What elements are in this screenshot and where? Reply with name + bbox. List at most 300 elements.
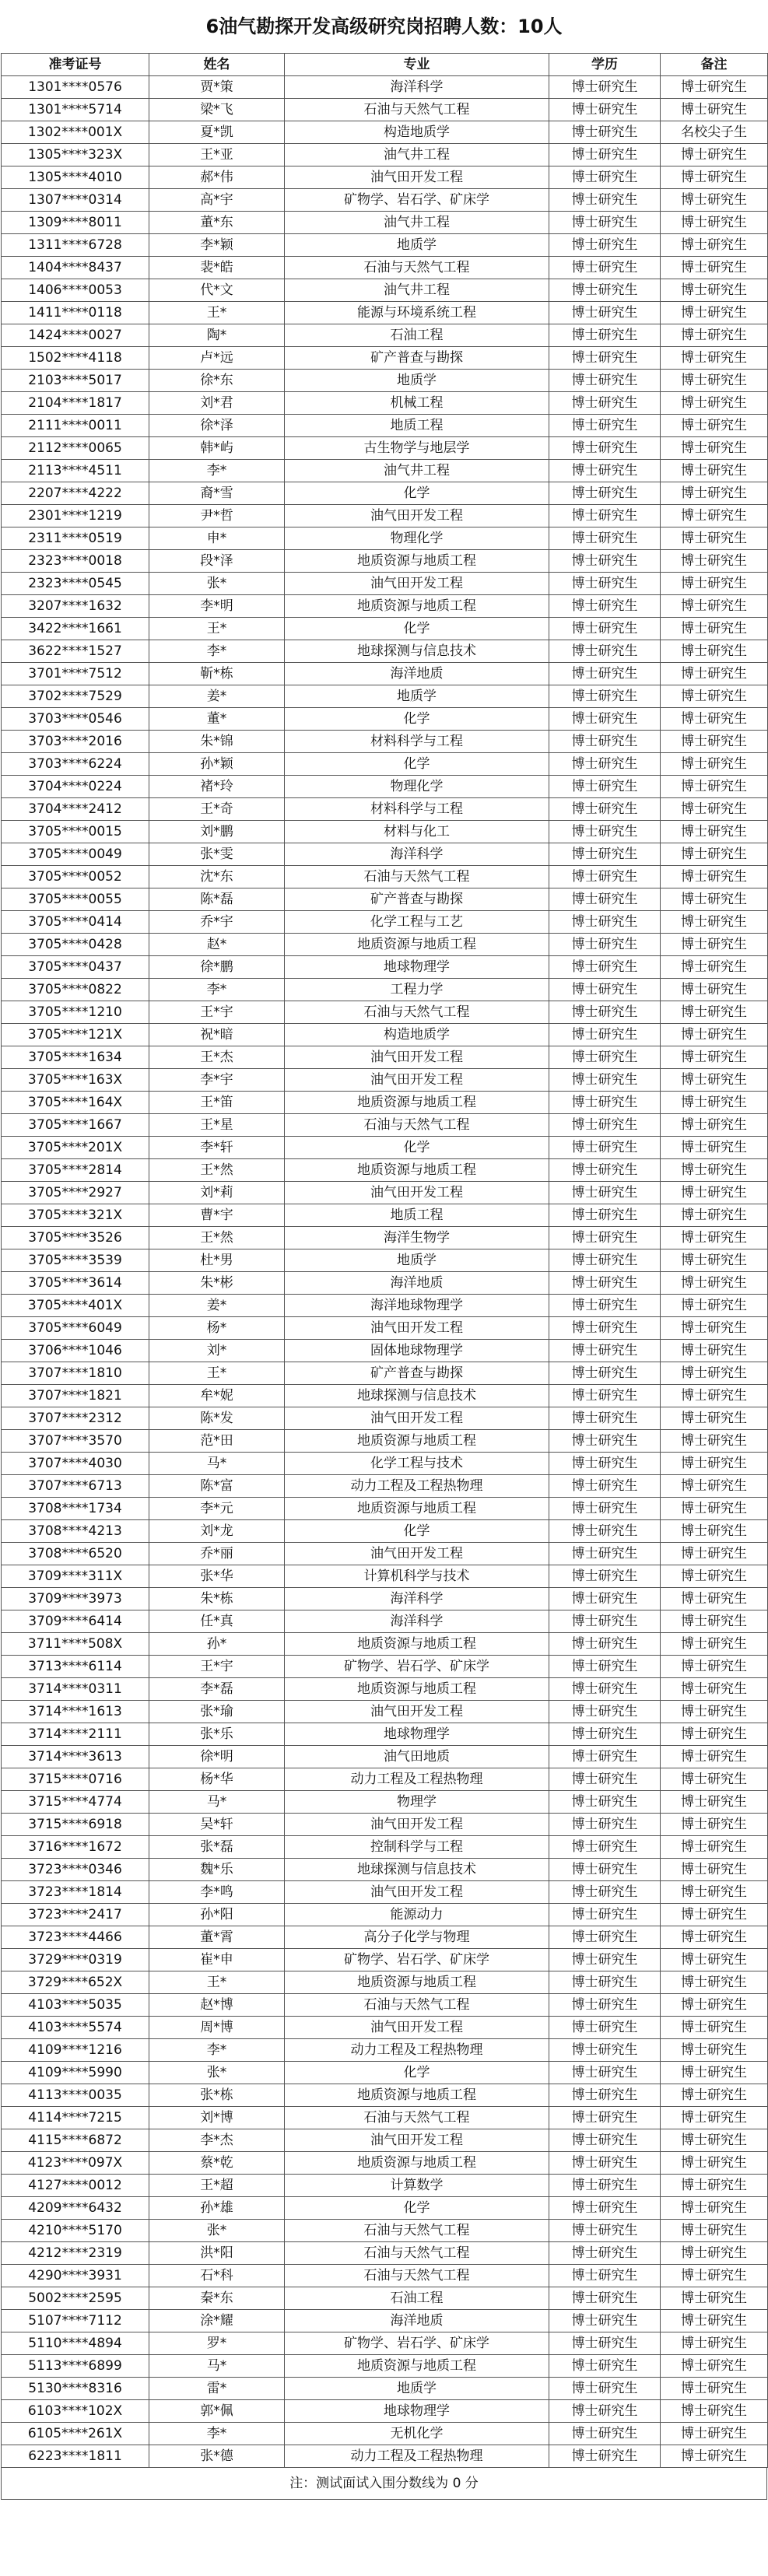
degree-cell: 博士研究生	[549, 776, 661, 798]
exam-number-cell: 5002****2595	[2, 2287, 149, 2310]
remark-cell: 博士研究生	[661, 866, 768, 888]
degree-cell: 博士研究生	[549, 911, 661, 934]
remark-cell: 博士研究生	[661, 1926, 768, 1949]
major-cell: 油气田地质	[285, 1746, 549, 1768]
remark-cell: 博士研究生	[661, 370, 768, 392]
exam-number-cell: 3705****6049	[2, 1317, 149, 1340]
major-cell: 矿物学、岩石学、矿床学	[285, 1656, 549, 1678]
name-cell: 吴*轩	[149, 1814, 285, 1836]
table-row	[2, 1543, 768, 1565]
name-cell: 魏*乐	[149, 1859, 285, 1881]
degree-cell: 博士研究生	[549, 302, 661, 324]
remark-cell: 博士研究生	[661, 1204, 768, 1227]
name-cell: 申*	[149, 527, 285, 550]
name-cell: 杨*华	[149, 1768, 285, 1791]
name-cell: 雷*	[149, 2378, 285, 2400]
exam-number-cell: 3714****3613	[2, 1746, 149, 1768]
exam-number-cell: 3702****7529	[2, 685, 149, 708]
exam-number-cell: 3707****2312	[2, 1407, 149, 1430]
degree-cell: 博士研究生	[549, 2084, 661, 2107]
major-cell: 地质资源与地质工程	[285, 595, 549, 618]
name-cell: 陈*发	[149, 1407, 285, 1430]
exam-number-cell: 3707****1810	[2, 1362, 149, 1385]
remark-cell: 博士研究生	[661, 1543, 768, 1565]
exam-number-cell: 3723****2417	[2, 1904, 149, 1926]
major-cell: 地质资源与地质工程	[285, 1678, 549, 1701]
degree-cell: 博士研究生	[549, 821, 661, 843]
remark-cell: 博士研究生	[661, 1340, 768, 1362]
exam-number-cell: 3705****164X	[2, 1092, 149, 1114]
table-row	[2, 1859, 768, 1881]
name-cell: 代*文	[149, 279, 285, 302]
degree-cell: 博士研究生	[549, 505, 661, 527]
degree-cell: 博士研究生	[549, 1723, 661, 1746]
degree-cell: 博士研究生	[549, 1949, 661, 1971]
exam-number-cell: 3708****6520	[2, 1543, 149, 1565]
remark-cell: 博士研究生	[661, 2084, 768, 2107]
exam-number-cell: 3723****1814	[2, 1881, 149, 1904]
table-row	[2, 1588, 768, 1610]
major-cell: 材料科学与工程	[285, 798, 549, 821]
major-cell: 动力工程及工程热物理	[285, 1768, 549, 1791]
remark-cell: 博士研究生	[661, 618, 768, 640]
degree-cell: 博士研究生	[549, 76, 661, 99]
table-row	[2, 1340, 768, 1362]
remark-cell: 博士研究生	[661, 212, 768, 234]
table-row	[2, 1249, 768, 1272]
remark-cell: 博士研究生	[661, 1768, 768, 1791]
major-cell: 石油与天然气工程	[285, 1001, 549, 1024]
remark-cell: 博士研究生	[661, 2107, 768, 2129]
major-cell: 动力工程及工程热物理	[285, 2039, 549, 2062]
major-cell: 矿物学、岩石学、矿床学	[285, 189, 549, 212]
remark-cell: 博士研究生	[661, 2423, 768, 2445]
major-cell: 油气井工程	[285, 279, 549, 302]
degree-cell: 博士研究生	[549, 573, 661, 595]
column-header-exam-number: 准考证号	[2, 54, 149, 76]
exam-number-cell: 3707****6713	[2, 1475, 149, 1498]
table-row	[2, 2242, 768, 2265]
major-cell: 矿物学、岩石学、矿床学	[285, 1949, 549, 1971]
table-row	[2, 1881, 768, 1904]
exam-number-cell: 1305****4010	[2, 166, 149, 189]
remark-cell: 博士研究生	[661, 1565, 768, 1588]
major-cell: 地质学	[285, 370, 549, 392]
remark-cell: 博士研究生	[661, 573, 768, 595]
exam-number-cell: 2301****1219	[2, 505, 149, 527]
table-row	[2, 1001, 768, 1024]
table-row	[2, 2175, 768, 2197]
major-cell: 机械工程	[285, 392, 549, 415]
exam-number-cell: 3701****7512	[2, 663, 149, 685]
major-cell: 油气田开发工程	[285, 1881, 549, 1904]
exam-number-cell: 1424****0027	[2, 324, 149, 347]
major-cell: 地质资源与地质工程	[285, 2084, 549, 2107]
table-row	[2, 1362, 768, 1385]
exam-number-cell: 3703****2016	[2, 731, 149, 753]
table-row	[2, 798, 768, 821]
major-cell: 油气田开发工程	[285, 1701, 549, 1723]
major-cell: 化学	[285, 753, 549, 776]
degree-cell: 博士研究生	[549, 1768, 661, 1791]
remark-cell: 博士研究生	[661, 685, 768, 708]
table-row	[2, 731, 768, 753]
major-cell: 高分子化学与物理	[285, 1926, 549, 1949]
remark-cell: 博士研究生	[661, 1159, 768, 1182]
major-cell: 地质学	[285, 1249, 549, 1272]
table-row	[2, 550, 768, 573]
major-cell: 油气田开发工程	[285, 505, 549, 527]
name-cell: 李*元	[149, 1498, 285, 1520]
degree-cell: 博士研究生	[549, 2197, 661, 2220]
remark-cell: 博士研究生	[661, 1001, 768, 1024]
name-cell: 王*	[149, 1362, 285, 1385]
table-row	[2, 2017, 768, 2039]
major-cell: 地质资源与地质工程	[285, 1498, 549, 1520]
degree-cell: 博士研究生	[549, 753, 661, 776]
major-cell: 石油与天然气工程	[285, 1114, 549, 1137]
name-cell: 刘*	[149, 1340, 285, 1362]
table-row	[2, 1475, 768, 1498]
table-row	[2, 1610, 768, 1633]
degree-cell: 博士研究生	[549, 595, 661, 618]
name-cell: 马*	[149, 2355, 285, 2378]
exam-number-cell: 2323****0545	[2, 573, 149, 595]
table-row	[2, 1836, 768, 1859]
table-row	[2, 370, 768, 392]
degree-cell: 博士研究生	[549, 99, 661, 121]
exam-number-cell: 3707****4030	[2, 1453, 149, 1475]
remark-cell: 博士研究生	[661, 888, 768, 911]
exam-number-cell: 3705****0414	[2, 911, 149, 934]
remark-cell: 博士研究生	[661, 1317, 768, 1340]
major-cell: 石油与天然气工程	[285, 2242, 549, 2265]
major-cell: 地质资源与地质工程	[285, 1092, 549, 1114]
degree-cell: 博士研究生	[549, 640, 661, 663]
table-row	[2, 2332, 768, 2355]
table-row	[2, 460, 768, 482]
name-cell: 董*霄	[149, 1926, 285, 1949]
name-cell: 王*超	[149, 2175, 285, 2197]
major-cell: 能源与环境系统工程	[285, 302, 549, 324]
major-cell: 化学	[285, 618, 549, 640]
exam-number-cell: 4210****5170	[2, 2220, 149, 2242]
exam-number-cell: 2311****0519	[2, 527, 149, 550]
degree-cell: 博士研究生	[549, 1362, 661, 1385]
column-header-major: 专业	[285, 54, 549, 76]
remark-cell: 博士研究生	[661, 1092, 768, 1114]
remark-cell: 博士研究生	[661, 2310, 768, 2332]
exam-number-cell: 4212****2319	[2, 2242, 149, 2265]
remark-cell: 博士研究生	[661, 2355, 768, 2378]
name-cell: 李*	[149, 979, 285, 1001]
table-row	[2, 1046, 768, 1069]
table-row	[2, 99, 768, 121]
column-header-name: 姓名	[149, 54, 285, 76]
exam-number-cell: 3705****3539	[2, 1249, 149, 1272]
exam-number-cell: 3705****0428	[2, 934, 149, 956]
table-row	[2, 1137, 768, 1159]
degree-cell: 博士研究生	[549, 685, 661, 708]
name-cell: 张*雯	[149, 843, 285, 866]
degree-cell: 博士研究生	[549, 1498, 661, 1520]
degree-cell: 博士研究生	[549, 1926, 661, 1949]
major-cell: 构造地质学	[285, 121, 549, 144]
remark-cell: 博士研究生	[661, 550, 768, 573]
name-cell: 李*	[149, 460, 285, 482]
table-row	[2, 708, 768, 731]
exam-number-cell: 3709****6414	[2, 1610, 149, 1633]
exam-number-cell: 3705****1210	[2, 1001, 149, 1024]
remark-cell: 博士研究生	[661, 2152, 768, 2175]
remark-cell: 博士研究生	[661, 99, 768, 121]
name-cell: 马*	[149, 1791, 285, 1814]
remark-cell: 博士研究生	[661, 392, 768, 415]
remark-cell: 博士研究生	[661, 1385, 768, 1407]
degree-cell: 博士研究生	[549, 2355, 661, 2378]
table-row	[2, 821, 768, 843]
name-cell: 王*亚	[149, 144, 285, 166]
name-cell: 王*然	[149, 1159, 285, 1182]
remark-cell: 博士研究生	[661, 1701, 768, 1723]
table-row	[2, 144, 768, 166]
major-cell: 动力工程及工程热物理	[285, 1475, 549, 1498]
major-cell: 控制科学与工程	[285, 1836, 549, 1859]
degree-cell: 博士研究生	[549, 1453, 661, 1475]
degree-cell: 博士研究生	[549, 2152, 661, 2175]
name-cell: 夏*凯	[149, 121, 285, 144]
remark-cell: 博士研究生	[661, 1046, 768, 1069]
degree-cell: 博士研究生	[549, 1069, 661, 1092]
degree-cell: 博士研究生	[549, 415, 661, 437]
name-cell: 王*星	[149, 1114, 285, 1137]
remark-cell: 博士研究生	[661, 731, 768, 753]
exam-number-cell: 1302****001X	[2, 121, 149, 144]
major-cell: 油气田开发工程	[285, 1407, 549, 1430]
name-cell: 段*泽	[149, 550, 285, 573]
remark-cell: 博士研究生	[661, 2175, 768, 2197]
table-row	[2, 1182, 768, 1204]
degree-cell: 博士研究生	[549, 370, 661, 392]
footnote: 注：测试面试入围分数线为 0 分	[1, 2468, 767, 2500]
major-cell: 地球探测与信息技术	[285, 640, 549, 663]
table-row	[2, 347, 768, 370]
table-row	[2, 2039, 768, 2062]
exam-number-cell: 2323****0018	[2, 550, 149, 573]
major-cell: 地质学	[285, 685, 549, 708]
exam-number-cell: 3709****3973	[2, 1588, 149, 1610]
table-row	[2, 279, 768, 302]
major-cell: 地质学	[285, 234, 549, 257]
remark-cell: 博士研究生	[661, 753, 768, 776]
exam-number-cell: 3704****2412	[2, 798, 149, 821]
remark-cell: 博士研究生	[661, 1994, 768, 2017]
exam-number-cell: 3705****0052	[2, 866, 149, 888]
remark-cell: 博士研究生	[661, 1746, 768, 1768]
table-row	[2, 1159, 768, 1182]
table-row	[2, 1317, 768, 1340]
remark-cell: 博士研究生	[661, 2400, 768, 2423]
table-row	[2, 843, 768, 866]
major-cell: 化学工程与技术	[285, 1453, 549, 1475]
major-cell: 石油工程	[285, 2287, 549, 2310]
major-cell: 地质资源与地质工程	[285, 934, 549, 956]
exam-number-cell: 2104****1817	[2, 392, 149, 415]
major-cell: 动力工程及工程热物理	[285, 2445, 549, 2468]
degree-cell: 博士研究生	[549, 1249, 661, 1272]
major-cell: 石油与天然气工程	[285, 1994, 549, 2017]
remark-cell: 博士研究生	[661, 2265, 768, 2287]
exam-number-cell: 4109****5990	[2, 2062, 149, 2084]
remark-cell: 博士研究生	[661, 1588, 768, 1610]
name-cell: 郭*佩	[149, 2400, 285, 2423]
table-row	[2, 573, 768, 595]
remark-cell: 博士研究生	[661, 1723, 768, 1746]
name-cell: 张*瑜	[149, 1701, 285, 1723]
table-row	[2, 2423, 768, 2445]
exam-number-cell: 3705****321X	[2, 1204, 149, 1227]
exam-number-cell: 3705****121X	[2, 1024, 149, 1046]
degree-cell: 博士研究生	[549, 2107, 661, 2129]
degree-cell: 博士研究生	[549, 2310, 661, 2332]
remark-cell: 博士研究生	[661, 776, 768, 798]
table-row	[2, 1272, 768, 1295]
degree-cell: 博士研究生	[549, 234, 661, 257]
remark-cell: 博士研究生	[661, 1114, 768, 1137]
major-cell: 石油工程	[285, 324, 549, 347]
exam-number-cell: 3711****508X	[2, 1633, 149, 1656]
table-row	[2, 166, 768, 189]
major-cell: 石油与天然气工程	[285, 2220, 549, 2242]
degree-cell: 博士研究生	[549, 2220, 661, 2242]
degree-cell: 博士研究生	[549, 482, 661, 505]
exam-number-cell: 3713****6114	[2, 1656, 149, 1678]
exam-number-cell: 6105****261X	[2, 2423, 149, 2445]
table-row	[2, 1723, 768, 1746]
remark-cell: 博士研究生	[661, 2039, 768, 2062]
exam-number-cell: 1301****0576	[2, 76, 149, 99]
remark-cell: 博士研究生	[661, 324, 768, 347]
degree-cell: 博士研究生	[549, 888, 661, 911]
table-row	[2, 753, 768, 776]
exam-number-cell: 3622****1527	[2, 640, 149, 663]
major-cell: 地球物理学	[285, 956, 549, 979]
remark-cell: 博士研究生	[661, 1656, 768, 1678]
exam-number-cell: 4114****7215	[2, 2107, 149, 2129]
degree-cell: 博士研究生	[549, 527, 661, 550]
degree-cell: 博士研究生	[549, 843, 661, 866]
table-row	[2, 640, 768, 663]
major-cell: 油气井工程	[285, 212, 549, 234]
major-cell: 化学	[285, 2062, 549, 2084]
remark-cell: 博士研究生	[661, 911, 768, 934]
exam-number-cell: 3703****6224	[2, 753, 149, 776]
degree-cell: 博士研究生	[549, 437, 661, 460]
name-cell: 张*德	[149, 2445, 285, 2468]
column-header-remark: 备注	[661, 54, 768, 76]
table-row	[2, 1295, 768, 1317]
major-cell: 海洋生物学	[285, 1227, 549, 1249]
name-cell: 裔*雪	[149, 482, 285, 505]
table-row	[2, 2287, 768, 2310]
table-header-row	[2, 54, 768, 76]
exam-number-cell: 4290****3931	[2, 2265, 149, 2287]
name-cell: 洪*阳	[149, 2242, 285, 2265]
exam-number-cell: 2111****0011	[2, 415, 149, 437]
name-cell: 沈*东	[149, 866, 285, 888]
exam-number-cell: 3729****652X	[2, 1971, 149, 1994]
name-cell: 陈*磊	[149, 888, 285, 911]
name-cell: 刘*君	[149, 392, 285, 415]
table-row	[2, 505, 768, 527]
exam-number-cell: 3705****0049	[2, 843, 149, 866]
remark-cell: 博士研究生	[661, 640, 768, 663]
exam-number-cell: 3705****0437	[2, 956, 149, 979]
name-cell: 范*田	[149, 1430, 285, 1453]
table-row	[2, 437, 768, 460]
exam-number-cell: 3703****0546	[2, 708, 149, 731]
table-row	[2, 1994, 768, 2017]
exam-number-cell: 4209****6432	[2, 2197, 149, 2220]
degree-cell: 博士研究生	[549, 1114, 661, 1137]
major-cell: 工程力学	[285, 979, 549, 1001]
degree-cell: 博士研究生	[549, 1994, 661, 2017]
table-row	[2, 1768, 768, 1791]
remark-cell: 博士研究生	[661, 798, 768, 821]
remark-cell: 博士研究生	[661, 189, 768, 212]
table-row	[2, 1904, 768, 1926]
table-row	[2, 685, 768, 708]
degree-cell: 博士研究生	[549, 2062, 661, 2084]
name-cell: 赵*	[149, 934, 285, 956]
exam-number-cell: 6103****102X	[2, 2400, 149, 2423]
exam-number-cell: 5130****8316	[2, 2378, 149, 2400]
exam-number-cell: 4127****0012	[2, 2175, 149, 2197]
name-cell: 马*	[149, 1453, 285, 1475]
degree-cell: 博士研究生	[549, 392, 661, 415]
table-row	[2, 2400, 768, 2423]
exam-number-cell: 4103****5574	[2, 2017, 149, 2039]
remark-cell: 博士研究生	[661, 1633, 768, 1656]
major-cell: 海洋科学	[285, 1588, 549, 1610]
major-cell: 物理化学	[285, 527, 549, 550]
exam-number-cell: 6223****1811	[2, 2445, 149, 2468]
table-row	[2, 189, 768, 212]
major-cell: 无机化学	[285, 2423, 549, 2445]
degree-cell: 博士研究生	[549, 956, 661, 979]
degree-cell: 博士研究生	[549, 460, 661, 482]
major-cell: 矿产普查与勘探	[285, 1362, 549, 1385]
exam-number-cell: 3708****1734	[2, 1498, 149, 1520]
table-row	[2, 2152, 768, 2175]
major-cell: 海洋地球物理学	[285, 1295, 549, 1317]
major-cell: 海洋地质	[285, 663, 549, 685]
degree-cell: 博士研究生	[549, 2400, 661, 2423]
degree-cell: 博士研究生	[549, 1791, 661, 1814]
name-cell: 孙*颖	[149, 753, 285, 776]
table-row	[2, 2220, 768, 2242]
remark-cell: 博士研究生	[661, 1182, 768, 1204]
degree-cell: 博士研究生	[549, 1475, 661, 1498]
degree-cell: 博士研究生	[549, 1565, 661, 1588]
degree-cell: 博士研究生	[549, 1001, 661, 1024]
degree-cell: 博士研究生	[549, 934, 661, 956]
major-cell: 地质资源与地质工程	[285, 2152, 549, 2175]
table-row	[2, 1407, 768, 1430]
major-cell: 油气田开发工程	[285, 2017, 549, 2039]
remark-cell: 名校尖子生	[661, 121, 768, 144]
remark-cell: 博士研究生	[661, 144, 768, 166]
